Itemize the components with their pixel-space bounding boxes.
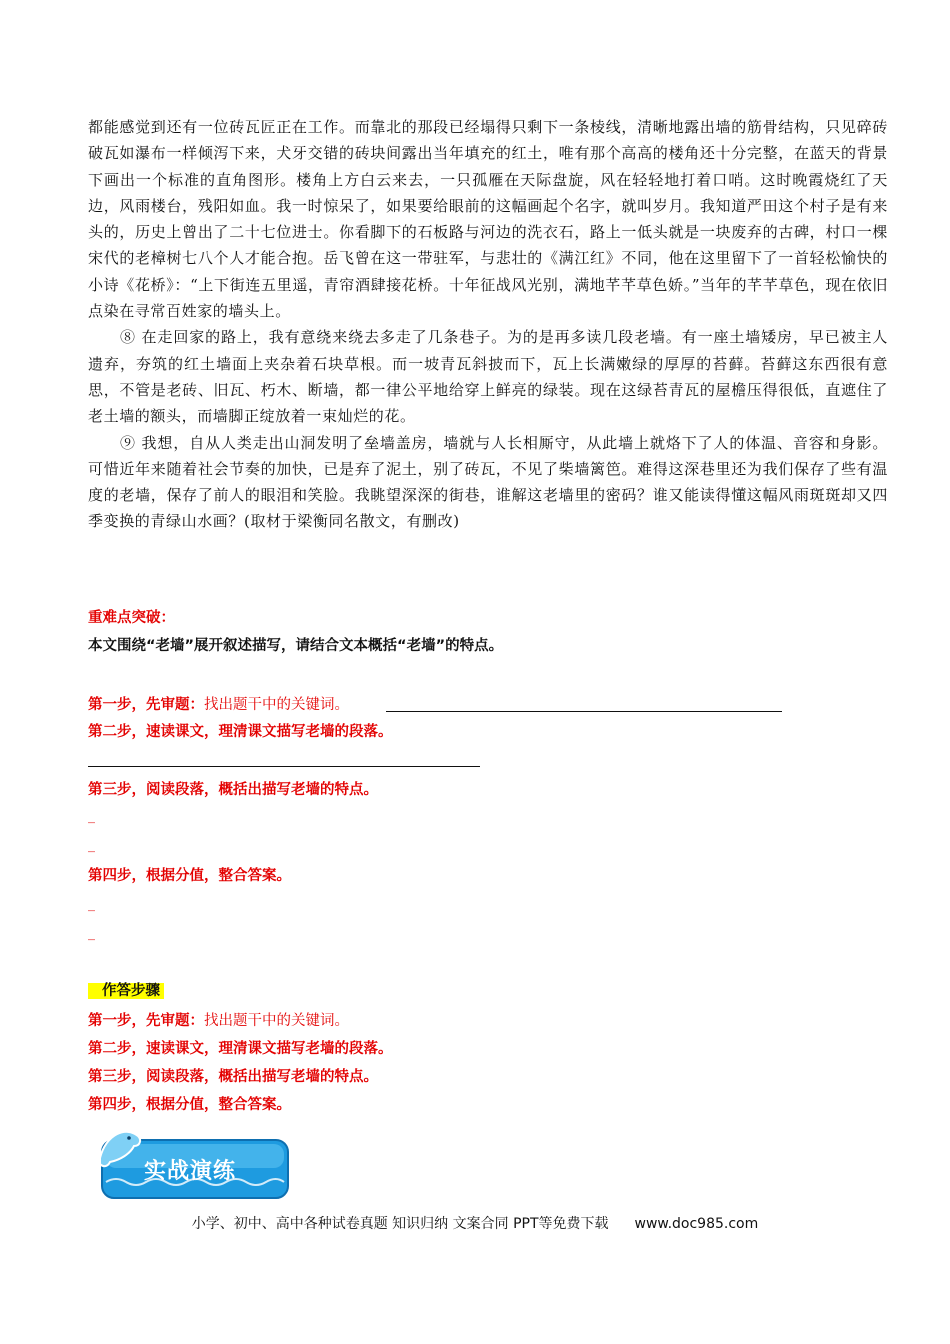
question-text: 本文围绕“老墙”展开叙述描写，请结合文本概括“老墙”的特点。 <box>88 638 504 654</box>
s2-step3: 第三步，阅读段落，概括出描写老墙的特点。 <box>88 1069 378 1085</box>
s2-step2: 第二步，速读课文，理清课文描写老墙的段落。 <box>88 1041 393 1057</box>
s1-step1-text: 找出题干中的关键词。 <box>204 697 349 713</box>
footer-site[interactable]: www.doc985.com <box>634 1216 759 1232</box>
s2-step1-label: 第一步，先审题： <box>88 1013 204 1029</box>
s1-step4: 第四步，根据分值，整合答案。 <box>88 868 291 884</box>
s1-step1 <box>88 693 349 714</box>
s1-step3: 第三步，阅读段落，概括出描写老墙的特点。 <box>88 782 378 798</box>
practice-badge-label: 实战演练 <box>144 1159 237 1184</box>
article-body <box>88 114 888 535</box>
s2-step4: 第四步，根据分值，整合答案。 <box>88 1097 291 1113</box>
key-points-heading: 重难点突破： <box>88 610 175 626</box>
s1-step1-label: 第一步，先审题： <box>88 697 204 713</box>
s1-step2: 第二步，速读课文，理清课文描写老墙的段落。 <box>88 724 393 740</box>
page-footer <box>0 1213 950 1233</box>
answer-dash-4[interactable]: _ <box>88 925 95 941</box>
answer-blank-1[interactable] <box>386 711 782 712</box>
paragraph-8: ⑧ 在走回家的路上，我有意绕来绕去多走了几条巷子。为的是再多读几段老墙。有一座土墙矮房，早已被主人遗弃，夯筑的红土墙面上夹杂着石块草根。而一坡青瓦斜披而下，瓦上长满嫩绿的厚厚的苔藓。苔藓这东西很有意思，不管是老砖、旧瓦、朽木、断墙，都一律公平地给穿上鲜亮的绿装。现在这绿苔青瓦的屋檐压得很低，直遮住了老土墙的额头，而墙脚正绽放着一束灿烂的花。 <box>88 328 888 426</box>
s2-step1 <box>88 1009 349 1030</box>
answer-dash-3[interactable]: _ <box>88 896 95 912</box>
answer-steps-heading <box>88 979 164 1000</box>
practice-badge <box>96 1124 292 1202</box>
paragraph-7-tail: 都能感觉到还有一位砖瓦匠正在工作。而靠北的那段已经塌得只剩下一条棱线，清晰地露出墙的筋骨结构，只见碎砖破瓦如瀑布一样倾泻下来，犬牙交错的砖块间露出当年填充的红土，唯有那个高高的楼角还十分完整，在蓝天的背景下画出一个标准的直角图形。楼角上方白云来去，一只孤雁在天际盘旋，风在轻轻地打着口哨。这时晚霞烧红了天边，风雨楼台，残阳如血。我一时惊呆了，如果要给眼前的这幅画起个名字，就叫岁月。我知道严田这个村子是有来头的，历史上曾出了二十七位进士。你看脚下的石板路与河边的洗衣石，路上一低头就是一块废弃的古碑，村口一棵宋代的老樟树七八个人才能合抱。岳飞曾在这一带驻军，与悲壮的《满江红》不同，他在这里留下了一首轻松愉快的小诗《花桥》：“上下街连五里遥，青帘酒肆接花桥。十年征战风光别，满地芊芊草色娇。”当年的芊芊草色，现在依旧点染在寻常百姓家的墙头上。 <box>88 118 888 321</box>
paragraph-9: ⑨ 我想，自从人类走出山洞发明了垒墙盖房，墙就与人长相厮守，从此墙上就烙下了人的体温、音容和身影。可惜近年来随着社会节奏的加快，已是弃了泥土，别了砖瓦，不见了柴墙篱笆。难得这深巷里还为我们保存了些有温度的老墙，保存了前人的眼泪和笑脸。我眺望深深的街巷，谁解这老墙里的密码？谁又能读得懂这幅风雨斑斑却又四季变换的青绿山水画？(取材于梁衡同名散文，有删改) <box>88 433 888 531</box>
answer-dash-1[interactable]: _ <box>88 808 95 824</box>
answer-blank-2[interactable] <box>88 766 480 767</box>
answer-dash-2[interactable]: _ <box>88 837 95 853</box>
answer-steps-highlight: 作答步骤 <box>88 983 164 999</box>
s2-step1-text: 找出题干中的关键词。 <box>204 1013 349 1029</box>
footer-text: 小学、初中、高中各种试卷真题 知识归纳 文案合同 PPT等免费下载 <box>191 1216 609 1232</box>
